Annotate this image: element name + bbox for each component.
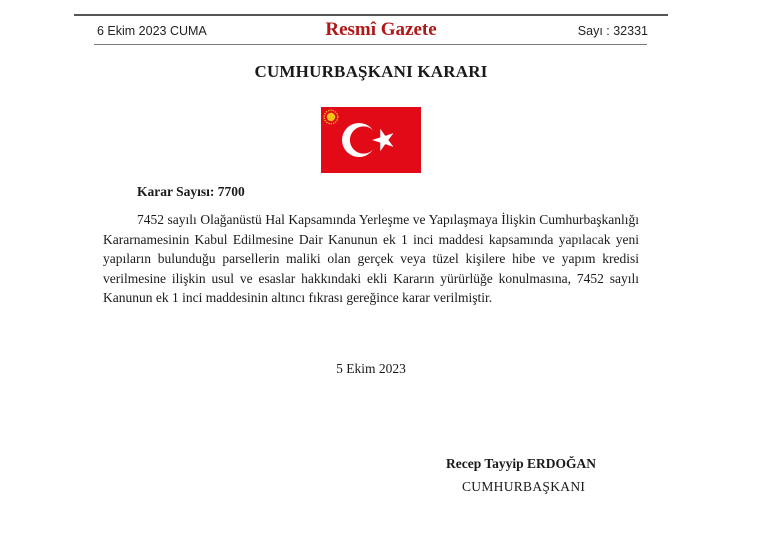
decision-body: [103, 210, 639, 308]
turkish-flag-icon: [321, 107, 421, 173]
gazette-date: 6 Ekim 2023 CUMA: [97, 24, 207, 38]
signature-date: 5 Ekim 2023: [336, 361, 406, 376]
signer-name: Recep Tayyip ERDOĞAN: [446, 456, 597, 471]
header-rule: [94, 44, 647, 45]
signer-title: CUMHURBAŞKANI: [462, 479, 586, 494]
document-title: CUMHURBAŞKANI KARARI: [254, 62, 488, 81]
decision-number: Karar Sayısı: 7700: [137, 184, 245, 199]
gazette-issue-number: Sayı : 32331: [577, 24, 648, 38]
gazette-title: Resmî Gazete: [325, 19, 437, 40]
decision-body-text: 7452 sayılı Olağanüstü Hal Kapsamında Yerleşme ve Yapılaşmaya İlişkin Cumhurbaşkanlığı Kararnamesinin Kabul Edilmesine Dair Kanunun ek 1 inci maddesi kapsamında yapılacak yeni yapıların bulunduğu parsellerin maliki olan gerçek veya tüzel kişilere hibe ve yapım kredisi verilmesine ilişkin usul ve esaslar hakkındaki ekli Kararın yürürlüğe konulmasına, 7452 sayılı Kanunun ek 1 inci maddesinin altıncı fıkrası gereğince karar verilmiştir.: [103, 212, 639, 305]
top-rule: [74, 14, 668, 16]
